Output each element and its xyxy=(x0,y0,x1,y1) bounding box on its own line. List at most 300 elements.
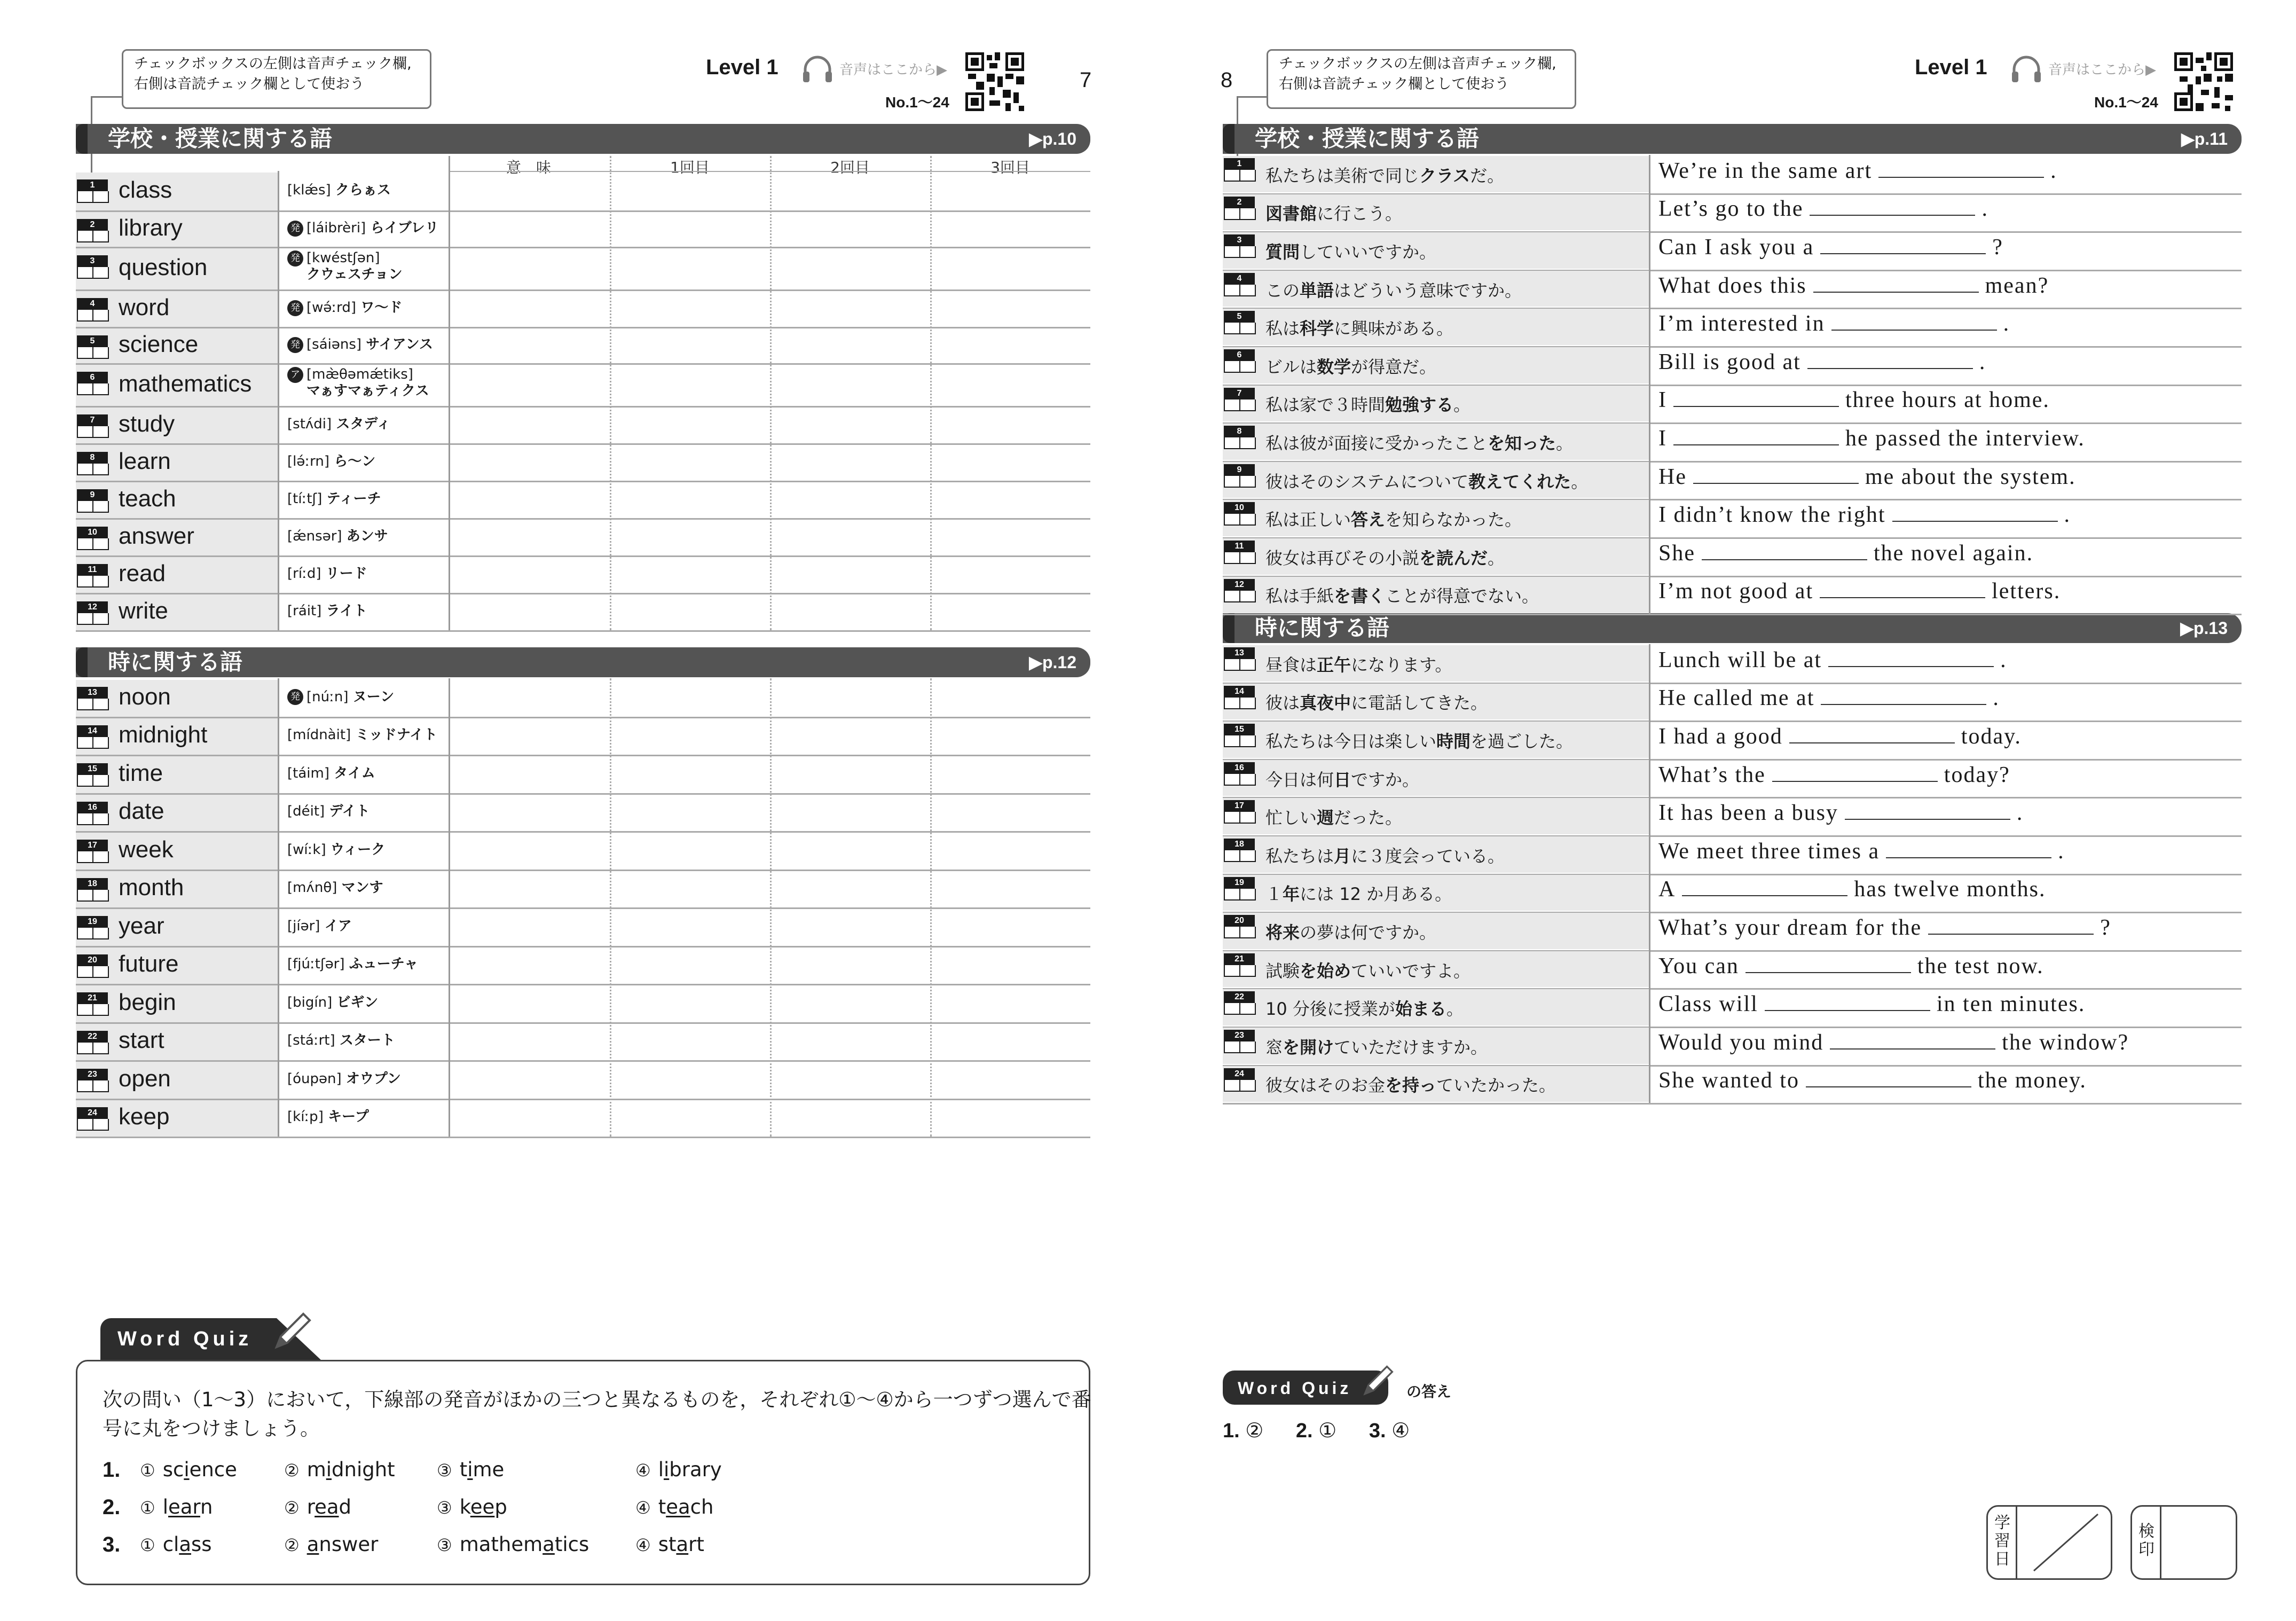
check-box-pair[interactable] xyxy=(1224,991,1255,1015)
read-aloud-check-box[interactable] xyxy=(1239,927,1256,938)
read-aloud-check-box[interactable] xyxy=(92,501,109,513)
check-box-pair[interactable] xyxy=(77,335,108,359)
check-box-pair[interactable] xyxy=(77,763,108,787)
read-aloud-check-box[interactable] xyxy=(92,191,109,203)
audio-check-box[interactable] xyxy=(1224,774,1240,786)
round-3-cell[interactable] xyxy=(930,833,1087,867)
read-aloud-check-box[interactable] xyxy=(1239,812,1256,824)
meaning-cell[interactable] xyxy=(450,795,606,829)
round-3-cell[interactable] xyxy=(930,249,1087,287)
audio-check-box[interactable] xyxy=(77,813,93,825)
meaning-cell[interactable] xyxy=(450,445,606,479)
meaning-cell[interactable] xyxy=(450,1101,606,1135)
check-box-pair[interactable] xyxy=(77,687,108,710)
round-1-cell[interactable] xyxy=(610,872,767,906)
audio-check-box[interactable] xyxy=(77,576,93,588)
check-box-pair[interactable] xyxy=(77,219,108,242)
round-1-cell[interactable] xyxy=(610,1024,767,1059)
audio-check-box[interactable] xyxy=(1224,591,1240,602)
audio-check-box[interactable] xyxy=(77,928,93,939)
read-aloud-check-box[interactable] xyxy=(1239,659,1256,671)
quiz-option[interactable] xyxy=(140,1533,212,1556)
read-aloud-check-box[interactable] xyxy=(1239,361,1256,373)
sentence-text: 私たちは xyxy=(1265,845,1334,866)
check-box-pair[interactable] xyxy=(1224,197,1255,220)
check-box-pair[interactable] xyxy=(77,452,108,475)
round-3-cell[interactable] xyxy=(930,520,1087,553)
round-1-cell[interactable] xyxy=(610,483,767,516)
audio-check-box[interactable] xyxy=(1224,1080,1240,1092)
audio-check-box[interactable] xyxy=(77,383,93,395)
round-1-cell[interactable] xyxy=(610,948,767,982)
round-3-cell[interactable] xyxy=(930,1101,1087,1135)
round-2-cell[interactable] xyxy=(770,365,927,404)
answer-blank[interactable] xyxy=(1813,276,1979,293)
audio-check-box[interactable] xyxy=(77,1080,93,1092)
check-box-pair[interactable] xyxy=(77,916,108,939)
round-1-cell[interactable] xyxy=(610,795,767,829)
check-box-pair[interactable] xyxy=(1224,1030,1255,1053)
round-1-cell[interactable] xyxy=(610,365,767,404)
check-box-pair[interactable] xyxy=(77,527,108,550)
audio-check-box[interactable] xyxy=(1224,400,1240,411)
read-aloud-check-box[interactable] xyxy=(92,775,109,787)
answer-blank[interactable] xyxy=(1821,688,1986,705)
check-box-pair[interactable] xyxy=(1224,915,1255,938)
round-2-cell[interactable] xyxy=(770,558,927,591)
audio-check-box[interactable] xyxy=(77,231,93,242)
read-aloud-check-box[interactable] xyxy=(1239,774,1256,786)
audio-check-box[interactable] xyxy=(1224,552,1240,564)
quiz-option[interactable] xyxy=(437,1533,589,1556)
audio-check-box[interactable] xyxy=(1224,965,1240,977)
check-box-pair[interactable] xyxy=(1224,686,1255,709)
audio-check-box[interactable] xyxy=(1224,1003,1240,1015)
meaning-cell[interactable] xyxy=(450,483,606,516)
round-2-cell[interactable] xyxy=(770,1101,927,1135)
audio-check-box[interactable] xyxy=(77,538,93,550)
audio-check-box[interactable] xyxy=(77,310,93,322)
meaning-cell[interactable] xyxy=(450,719,606,753)
vocab-word: class xyxy=(119,177,172,203)
round-2-cell[interactable] xyxy=(770,1024,927,1059)
check-box-pair[interactable] xyxy=(1224,273,1255,296)
check-box-pair[interactable] xyxy=(77,1031,108,1054)
read-aloud-check-box[interactable] xyxy=(1239,514,1256,526)
audio-check-box[interactable] xyxy=(1224,437,1240,449)
round-2-cell[interactable] xyxy=(770,910,927,944)
quiz-option[interactable] xyxy=(437,1458,504,1481)
check-box-pair[interactable] xyxy=(77,802,108,825)
check-box-pair[interactable] xyxy=(1224,234,1255,258)
read-aloud-check-box[interactable] xyxy=(92,928,109,939)
quiz-option[interactable] xyxy=(635,1495,713,1518)
pronunciation xyxy=(287,566,447,582)
round-1-cell[interactable] xyxy=(610,445,767,479)
answer-blank[interactable] xyxy=(1828,650,1994,667)
audio-check-box[interactable] xyxy=(77,267,93,279)
round-3-cell[interactable] xyxy=(930,1062,1087,1097)
check-box-pair[interactable] xyxy=(1224,877,1255,900)
meaning-cell[interactable] xyxy=(450,213,606,245)
round-2-cell[interactable] xyxy=(770,483,927,516)
round-3-cell[interactable] xyxy=(930,595,1087,628)
round-2-cell[interactable] xyxy=(770,680,927,715)
audio-check-box[interactable] xyxy=(77,699,93,710)
round-3-cell[interactable] xyxy=(930,757,1087,791)
check-box-pair[interactable] xyxy=(1224,724,1255,747)
read-aloud-check-box[interactable] xyxy=(92,1080,109,1092)
round-2-cell[interactable] xyxy=(770,173,927,208)
round-2-cell[interactable] xyxy=(770,795,927,829)
meaning-cell[interactable] xyxy=(450,1024,606,1059)
pronunciation-caution-icon: 発 xyxy=(287,300,303,316)
answer-blank[interactable] xyxy=(1693,467,1859,484)
audio-check-box[interactable] xyxy=(1224,850,1240,862)
meaning-cell[interactable] xyxy=(450,365,606,404)
read-aloud-check-box[interactable] xyxy=(92,699,109,710)
audio-check-box[interactable] xyxy=(77,613,93,625)
headphones-icon[interactable] xyxy=(801,53,834,85)
answer-blank[interactable] xyxy=(1810,199,1975,216)
round-3-cell[interactable] xyxy=(930,329,1087,361)
round-3-cell[interactable] xyxy=(930,445,1087,479)
check-box-pair[interactable] xyxy=(77,1107,108,1131)
page-reference-link[interactable]: ▶p.13 xyxy=(2180,618,2228,638)
read-aloud-check-box[interactable] xyxy=(92,890,109,902)
round-2-cell[interactable] xyxy=(770,1062,927,1097)
audio-link[interactable]: 音声はここから▶ xyxy=(2048,62,2156,78)
read-aloud-check-box[interactable] xyxy=(92,347,109,359)
read-aloud-check-box[interactable] xyxy=(92,310,109,322)
round-2-cell[interactable] xyxy=(770,986,927,1020)
meaning-cell[interactable] xyxy=(450,173,606,208)
check-box-pair[interactable] xyxy=(77,298,108,322)
item-number: 3 xyxy=(77,255,108,267)
headphones-icon[interactable] xyxy=(2010,53,2043,85)
round-1-cell[interactable] xyxy=(610,520,767,553)
check-box-pair[interactable] xyxy=(1224,647,1255,671)
round-1-cell[interactable] xyxy=(610,329,767,361)
audio-check-box[interactable] xyxy=(1224,889,1240,900)
read-aloud-check-box[interactable] xyxy=(1239,552,1256,564)
read-aloud-check-box[interactable] xyxy=(1239,323,1256,334)
answer-blank[interactable] xyxy=(1831,314,1997,331)
audio-check-box[interactable] xyxy=(1224,476,1240,488)
read-aloud-check-box[interactable] xyxy=(92,851,109,863)
audio-check-box[interactable] xyxy=(1224,246,1240,258)
quiz-option[interactable] xyxy=(635,1533,704,1556)
read-aloud-check-box[interactable] xyxy=(1239,698,1256,709)
meaning-cell[interactable] xyxy=(450,986,606,1020)
check-box-pair[interactable] xyxy=(1224,541,1255,564)
check-box-pair[interactable] xyxy=(1224,1068,1255,1092)
check-box-pair[interactable] xyxy=(77,372,108,395)
audio-check-box[interactable] xyxy=(1224,361,1240,373)
quiz-option[interactable] xyxy=(140,1458,237,1481)
read-aloud-check-box[interactable] xyxy=(1239,735,1256,747)
answer-blank[interactable] xyxy=(1845,803,2010,820)
round-3-cell[interactable] xyxy=(930,292,1087,325)
audio-check-box[interactable] xyxy=(77,890,93,902)
read-aloud-check-box[interactable] xyxy=(1239,476,1256,488)
read-aloud-check-box[interactable] xyxy=(1239,246,1256,258)
read-aloud-check-box[interactable] xyxy=(92,813,109,825)
check-box-pair[interactable] xyxy=(1224,464,1255,488)
round-2-cell[interactable] xyxy=(770,719,927,753)
read-aloud-check-box[interactable] xyxy=(92,737,109,749)
round-1-cell[interactable] xyxy=(610,1101,767,1135)
audio-check-box[interactable] xyxy=(77,775,93,787)
check-box-pair[interactable] xyxy=(77,601,108,625)
read-aloud-check-box[interactable] xyxy=(92,966,109,978)
page-reference-link[interactable]: ▶p.12 xyxy=(1029,653,1076,672)
audio-check-box[interactable] xyxy=(1224,285,1240,296)
round-3-cell[interactable] xyxy=(930,408,1087,441)
read-aloud-check-box[interactable] xyxy=(1239,850,1256,862)
page-reference-link[interactable]: ▶p.10 xyxy=(1029,129,1076,148)
check-box-pair[interactable] xyxy=(1224,349,1255,373)
check-box-pair[interactable] xyxy=(1224,953,1255,977)
audio-check-box[interactable] xyxy=(1224,514,1240,526)
answer-blank[interactable] xyxy=(1789,726,1955,743)
round-1-cell[interactable] xyxy=(610,292,767,325)
audio-check-box[interactable] xyxy=(77,501,93,513)
target-word-jp: を開け xyxy=(1283,1037,1334,1058)
audio-check-box[interactable] xyxy=(77,347,93,359)
round-1-cell[interactable] xyxy=(610,910,767,944)
read-aloud-check-box[interactable] xyxy=(1239,170,1256,182)
check-box-pair[interactable] xyxy=(77,414,108,438)
answer-blank[interactable] xyxy=(1928,918,2094,935)
meaning-cell[interactable] xyxy=(450,292,606,325)
answer-blank[interactable] xyxy=(1673,428,1839,445)
round-1-cell[interactable] xyxy=(610,986,767,1020)
check-box-pair[interactable] xyxy=(77,489,108,513)
qr-code-icon[interactable] xyxy=(2174,52,2233,111)
qr-code-icon[interactable] xyxy=(965,52,1024,111)
round-2-cell[interactable] xyxy=(770,408,927,441)
page-reference-link[interactable]: ▶p.11 xyxy=(2181,129,2228,148)
answer-blank[interactable] xyxy=(1772,765,1938,782)
round-2-cell[interactable] xyxy=(770,329,927,361)
check-box-pair[interactable] xyxy=(77,725,108,749)
round-2-cell[interactable] xyxy=(770,292,927,325)
meaning-cell[interactable] xyxy=(450,948,606,982)
option-text: t xyxy=(459,1458,468,1481)
check-box-pair[interactable] xyxy=(1224,311,1255,334)
answer-blank[interactable] xyxy=(1673,390,1839,407)
read-aloud-check-box[interactable] xyxy=(92,1043,109,1054)
round-1-cell[interactable] xyxy=(610,213,767,245)
check-box-pair[interactable] xyxy=(1224,762,1255,786)
audio-check-box[interactable] xyxy=(1224,812,1240,824)
check-box-pair[interactable] xyxy=(77,255,108,279)
quiz-option[interactable] xyxy=(635,1458,722,1481)
round-2-cell[interactable] xyxy=(770,445,927,479)
read-aloud-check-box[interactable] xyxy=(92,576,109,588)
quiz-option[interactable] xyxy=(284,1495,351,1518)
quiz-option[interactable] xyxy=(140,1495,213,1518)
quiz-option[interactable] xyxy=(284,1458,395,1481)
read-aloud-check-box[interactable] xyxy=(92,231,109,242)
read-aloud-check-box[interactable] xyxy=(1239,1041,1256,1053)
round-2-cell[interactable] xyxy=(770,249,927,287)
audio-check-box[interactable] xyxy=(77,464,93,475)
meaning-cell[interactable] xyxy=(450,249,606,287)
audio-check-box[interactable] xyxy=(77,1004,93,1016)
audio-check-box[interactable] xyxy=(77,851,93,863)
check-box-pair[interactable] xyxy=(1224,388,1255,411)
sentence-text: today. xyxy=(1961,724,2022,749)
round-3-cell[interactable] xyxy=(930,365,1087,404)
read-aloud-check-box[interactable] xyxy=(92,464,109,475)
audio-check-box[interactable] xyxy=(1224,208,1240,220)
round-1-cell[interactable] xyxy=(610,595,767,628)
answer-blank[interactable] xyxy=(1745,956,1911,973)
round-2-cell[interactable] xyxy=(770,757,927,791)
inspection-stamp-box[interactable]: 検印 xyxy=(2130,1505,2237,1580)
check-box-pair[interactable] xyxy=(77,1069,108,1092)
audio-check-box[interactable] xyxy=(1224,323,1240,334)
meaning-cell[interactable] xyxy=(450,408,606,441)
round-2-cell[interactable] xyxy=(770,213,927,245)
round-1-cell[interactable] xyxy=(610,1062,767,1097)
read-aloud-check-box[interactable] xyxy=(1239,437,1256,449)
audio-check-box[interactable] xyxy=(77,191,93,203)
audio-link[interactable]: 音声はここから▶ xyxy=(839,62,947,78)
answer-blank[interactable] xyxy=(1682,879,1847,896)
audio-check-box[interactable] xyxy=(77,1119,93,1131)
read-aloud-check-box[interactable] xyxy=(1239,400,1256,411)
answer-blank[interactable] xyxy=(1830,1032,1995,1050)
audio-check-box[interactable] xyxy=(77,426,93,438)
column-header-round-1: 1回目 xyxy=(670,159,710,176)
round-2-cell[interactable] xyxy=(770,595,927,628)
audio-check-box[interactable] xyxy=(1224,735,1240,747)
sentence-text: ていいですよ。 xyxy=(1351,960,1471,981)
read-aloud-check-box[interactable] xyxy=(1239,591,1256,602)
round-1-cell[interactable] xyxy=(610,680,767,715)
round-1-cell[interactable] xyxy=(610,249,767,287)
audio-check-box[interactable] xyxy=(77,966,93,978)
check-box-pair[interactable] xyxy=(1224,839,1255,862)
meaning-cell[interactable] xyxy=(450,910,606,944)
check-box-pair[interactable] xyxy=(1224,579,1255,602)
round-2-cell[interactable] xyxy=(770,520,927,553)
round-2-cell[interactable] xyxy=(770,948,927,982)
audio-check-box[interactable] xyxy=(1224,927,1240,938)
round-2-cell[interactable] xyxy=(770,872,927,906)
meaning-cell[interactable] xyxy=(450,833,606,867)
read-aloud-check-box[interactable] xyxy=(1239,285,1256,296)
check-box-pair[interactable] xyxy=(77,564,108,588)
round-3-cell[interactable] xyxy=(930,719,1087,753)
audio-check-box[interactable] xyxy=(1224,698,1240,709)
round-3-cell[interactable] xyxy=(930,872,1087,906)
meaning-cell[interactable] xyxy=(450,680,606,715)
audio-check-box[interactable] xyxy=(1224,170,1240,182)
round-3-cell[interactable] xyxy=(930,213,1087,245)
audio-check-box[interactable] xyxy=(1224,659,1240,671)
check-box-pair[interactable] xyxy=(1224,502,1255,526)
meaning-cell[interactable] xyxy=(450,329,606,361)
round-1-cell[interactable] xyxy=(610,173,767,208)
round-1-cell[interactable] xyxy=(610,719,767,753)
answer-blank[interactable] xyxy=(1878,161,2044,178)
answer-blank[interactable] xyxy=(1765,994,1930,1011)
read-aloud-check-box[interactable] xyxy=(92,1119,109,1131)
answer-blank[interactable] xyxy=(1806,1070,1971,1087)
round-3-cell[interactable] xyxy=(930,483,1087,516)
audio-check-box[interactable] xyxy=(1224,1041,1240,1053)
katakana-reading: ティーチ xyxy=(326,491,381,507)
meaning-cell[interactable] xyxy=(450,558,606,591)
check-box-pair[interactable] xyxy=(77,878,108,902)
round-3-cell[interactable] xyxy=(930,910,1087,944)
quiz-option[interactable] xyxy=(284,1533,378,1556)
check-box-pair[interactable] xyxy=(1224,800,1255,824)
answer-blank[interactable] xyxy=(1820,581,1985,598)
check-box-pair[interactable] xyxy=(77,179,108,203)
read-aloud-check-box[interactable] xyxy=(1239,889,1256,900)
round-3-cell[interactable] xyxy=(930,558,1087,591)
read-aloud-check-box[interactable] xyxy=(92,267,109,279)
answer-blank[interactable] xyxy=(1807,352,1973,369)
round-3-cell[interactable] xyxy=(930,173,1087,208)
audio-check-box[interactable] xyxy=(77,737,93,749)
check-box-pair[interactable] xyxy=(1224,158,1255,182)
round-2-cell[interactable] xyxy=(770,833,927,867)
meaning-cell[interactable] xyxy=(450,872,606,906)
check-box-pair[interactable] xyxy=(1224,426,1255,449)
read-aloud-check-box[interactable] xyxy=(1239,1003,1256,1015)
quiz-option[interactable] xyxy=(437,1495,507,1518)
read-aloud-check-box[interactable] xyxy=(1239,965,1256,977)
study-date-box[interactable]: 学習日 xyxy=(1986,1505,2112,1580)
read-aloud-check-box[interactable] xyxy=(92,613,109,625)
round-3-cell[interactable] xyxy=(930,948,1087,982)
round-1-cell[interactable] xyxy=(610,408,767,441)
answer-blank[interactable] xyxy=(1820,237,1986,254)
meaning-cell[interactable] xyxy=(450,595,606,628)
meaning-cell[interactable] xyxy=(450,1062,606,1097)
read-aloud-check-box[interactable] xyxy=(1239,208,1256,220)
round-3-cell[interactable] xyxy=(930,795,1087,829)
vocab-word: write xyxy=(119,598,168,624)
read-aloud-check-box[interactable] xyxy=(92,426,109,438)
check-box-pair[interactable] xyxy=(77,992,108,1016)
answer-blank[interactable] xyxy=(1892,505,2058,522)
meaning-cell[interactable] xyxy=(450,757,606,791)
read-aloud-check-box[interactable] xyxy=(1239,1080,1256,1092)
read-aloud-check-box[interactable] xyxy=(92,538,109,550)
round-1-cell[interactable] xyxy=(610,833,767,867)
round-1-cell[interactable] xyxy=(610,757,767,791)
answer-blank[interactable] xyxy=(1702,543,1867,560)
check-box-pair[interactable] xyxy=(77,840,108,863)
round-3-cell[interactable] xyxy=(930,1024,1087,1059)
audio-check-box[interactable] xyxy=(77,1043,93,1054)
meaning-cell[interactable] xyxy=(450,520,606,553)
answer-blank[interactable] xyxy=(1886,841,2051,858)
read-aloud-check-box[interactable] xyxy=(92,383,109,395)
round-3-cell[interactable] xyxy=(930,680,1087,715)
round-1-cell[interactable] xyxy=(610,558,767,591)
read-aloud-check-box[interactable] xyxy=(92,1004,109,1016)
check-box-pair[interactable] xyxy=(77,954,108,978)
round-3-cell[interactable] xyxy=(930,986,1087,1020)
